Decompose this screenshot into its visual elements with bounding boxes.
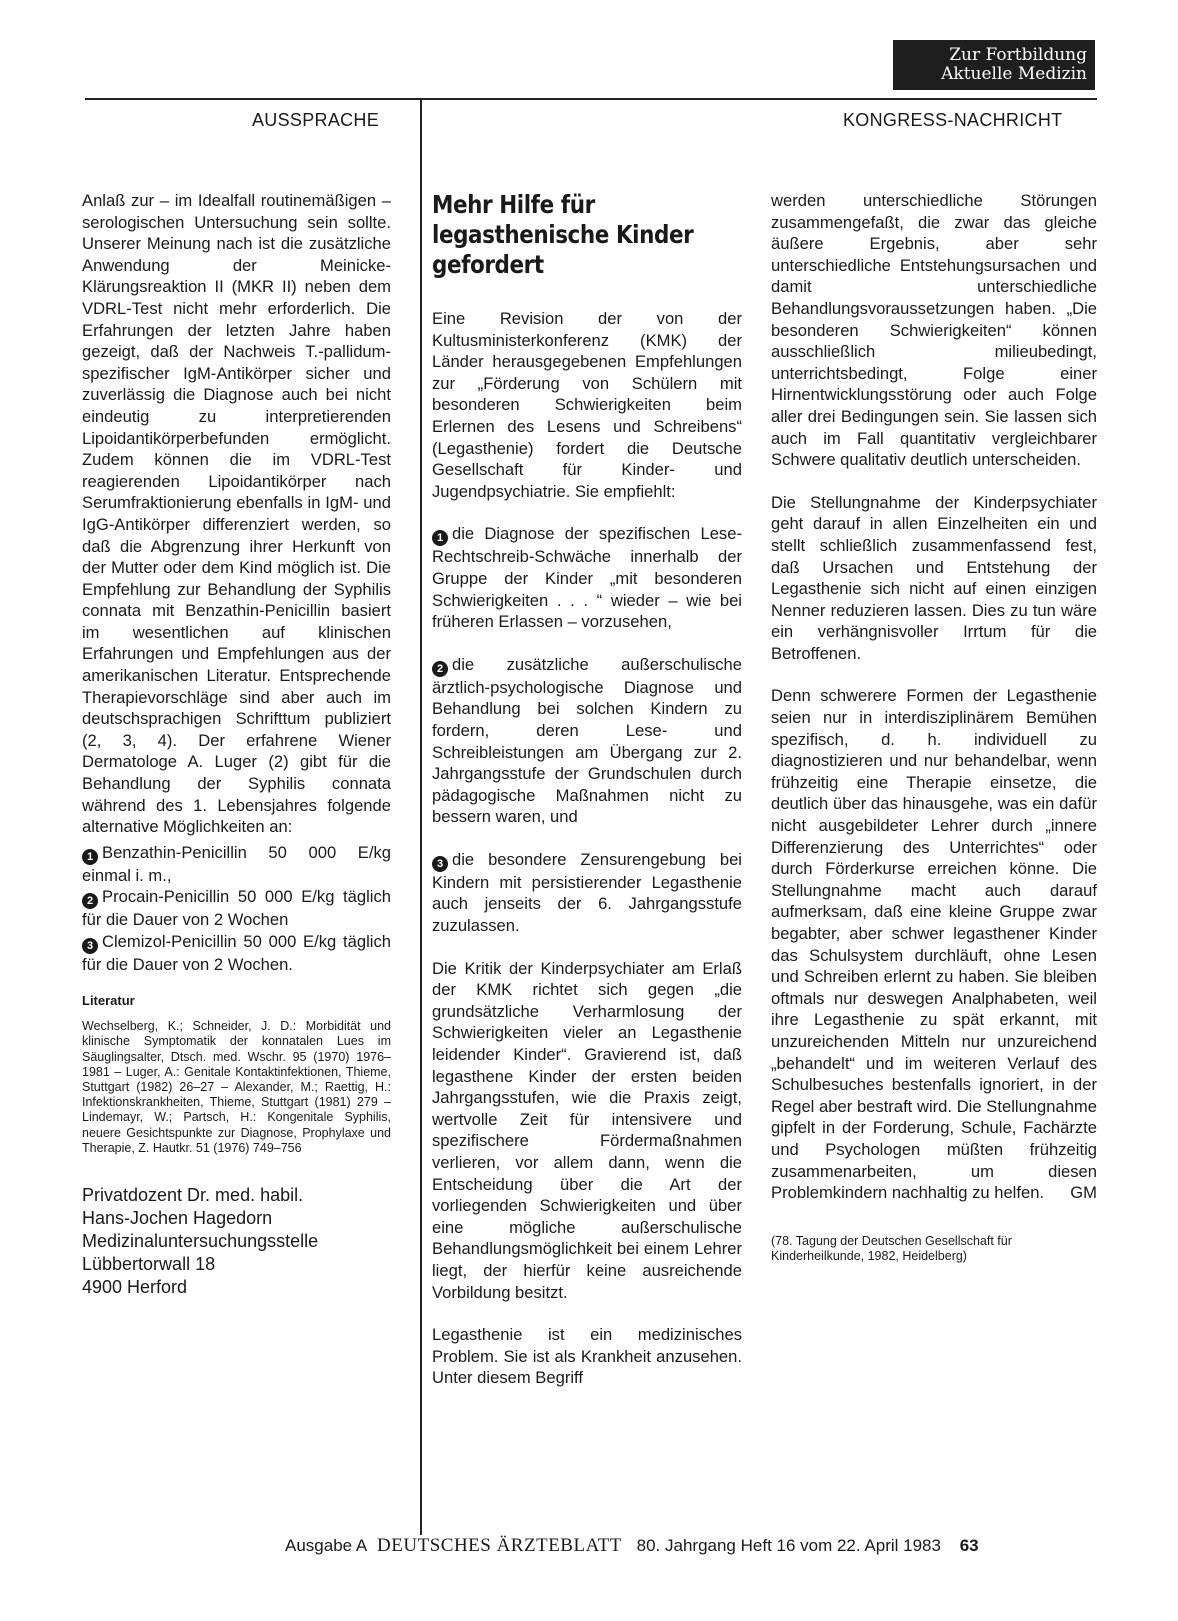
author-address (82, 1184, 391, 1299)
section-title-left: AUSSPRACHE (252, 110, 380, 130)
edition-label: Ausgabe A (285, 1536, 367, 1555)
badge-line-2: Aktuelle Medizin (941, 64, 1087, 84)
list-item-text: die Diagnose der spezifischen Lese-Rechtschreib-Schwäche innerhalb der Gruppe der Kinder „mit besonderen Schwierigkeiten . . . “ wieder – wie bei früheren Erlassen – vorzusehen, (432, 524, 742, 632)
right-paragraph-2: Die Stellungnahme der Kinderpsychiater geht darauf in allen Einzelheiten ein und stellt schließlich zusammenfassend fest, daß Ursachen und Entstehung der Legasthenie sich nicht auf einen einzigen Nenner reduzieren lassen. Dies zu tun wäre ein verhängnisvoller Irrtum für die Betroffenen. (771, 492, 1097, 663)
section-title-right: KONGRESS-NACHRICHT (843, 110, 1063, 130)
address-line: Medizinaluntersuchungsstelle (82, 1231, 319, 1252)
list-item (82, 886, 391, 931)
list-item-text: Procain-Penicillin 50 000 E/kg täglich für die Dauer von 2 Wochen (82, 887, 391, 930)
list-item-text: die besondere Zensurengebung bei Kindern mit persistierender Legasthenie auch jenseits der 6. Jahrgangsstufe zuzulassen. (432, 849, 742, 936)
right-column (771, 190, 1097, 1264)
list-item-text: die zusätzliche außerschulische ärztlich-psychologische Diagnose und Behandlung bei solchen Kindern zu fordern, deren Lese- und Schreibleistungen am Übergang zur 2. Jahrgangsstufe der Grundschulen durch pädagogische Maßnahmen nicht zu bessern waren, und (432, 654, 742, 827)
middle-paragraph-3: Legasthenie ist ein medizinisches Problem. Sie ist als Krankheit anzusehen. Unter diesem Begriff (432, 1325, 742, 1388)
address-line: Lübbertorwall 18 (82, 1254, 216, 1275)
number-1-icon: 1 (82, 849, 98, 865)
number-3-icon: 3 (432, 856, 448, 872)
author-signature: GM (1070, 1183, 1097, 1203)
right-paragraph-3 (771, 685, 1097, 1203)
journal-title: DEUTSCHES ÄRZTEBLATT (377, 1535, 622, 1556)
address-line: Privatdozent Dr. med. habil. (82, 1185, 304, 1206)
right-paragraph-3-text: Denn schwerere Formen der Legasthenie seien nur in interdisziplinärem Bemühen spezifisch, d. h. individuell zu diagnostizieren und nur behandelbar, wenn frühzeitig eine Therapie einsetze, die deutlich über das hinausgehe, was ein dafür nicht ausgebildeter Lehrer durch „innere Differenzierung des Unterrichtes“ oder durch Förderkurse erreichen könne. Die Stellungnahme macht auch darauf aufmerksam, daß eine kleine Gruppe zwar begabter, aber schwer legasthener Kinder das Schulsystem durchläuft, ohne Lesen und Schreiben erlernt zu haben. Sie bleiben oftmals nur deswegen Analphabeten, weil ihre Legasthenie zu spät erkannt, mit unzureichenden Mitteln nur unzureichend „behandelt“ und im weiteren Verlauf des Schulbesuches bestenfalls ignoriert, in der Regel aber bestraft wird. Die Stellungnahme gipfelt in der Forderung, Schule, Fachärzte und Psychologen müßten frühzeitig zusammenarbeiten, um diesen Problemkindern nachhaltig zu helfen. (771, 686, 1097, 1203)
literature-label: Literatur (82, 992, 135, 1008)
list-item (432, 523, 742, 632)
issue-info: 80. Jahrgang Heft 16 vom 22. April 1983 (636, 1536, 941, 1555)
list-item (432, 654, 742, 828)
right-paragraph-1: werden unterschiedliche Störungen zusammengefaßt, die zwar das gleiche äußere Ergebnis, aber sehr unterschiedliche Entstehungsursachen und damit unterschiedliche Behandlungsvoraussetzungen haben. „Die besonderen Schwierigkeiten“ können ausschließlich milieubedingt, unterrichtsbedingt, Folge einer Hirnentwicklungsstörung oder auch Folge aller drei Bedingungen sein. Sie lassen sich auch im Fall quantitativ vergleichbarer Schwere qualitativ deutlich unterscheiden. (771, 191, 1097, 470)
number-1-icon: 1 (432, 530, 448, 546)
address-line: Hans-Jochen Hagedorn (82, 1208, 273, 1229)
page-footer (285, 1535, 979, 1557)
congress-note: (78. Tagung der Deutschen Gesellschaft für Kinderheilkunde, 1982, Heidelberg) (771, 1233, 1012, 1263)
list-item-text: Clemizol-Penicillin 50 000 E/kg täglich für die Dauer von 2 Wochen. (82, 932, 391, 974)
left-column (82, 190, 391, 1299)
number-2-icon: 2 (432, 661, 448, 677)
header-rule (85, 98, 1097, 100)
article-headline: Mehr Hilfe für legasthenische Kinder gefordert (432, 190, 694, 279)
list-item (432, 849, 742, 937)
list-item-text: Benzathin-Penicillin 50 000 E/kg einmal i. m., (82, 842, 391, 885)
middle-paragraph-2: Die Kritik der Kinderpsychiater am Erlaß der KMK richtet sich gegen „die grundsätzliche Verharmlosung der Schwierigkeiten vieler an Legasthenie leidender Kinder“. Gravierend ist, daß legasthene Kinder der ersten beiden Jahrgangsstufen, wie die Praxis zeigt, wertvolle Zeit für intensivere und spezifischere Fördermaßnahmen verlieren, vor allem dann, wenn die Entscheidung über die Art der vorliegenden Schwierigkeiten und über eine mögliche außerschulische Behandlungsmöglichkeit bei einem Lehrer liegt, der hierfür keine ausreichende Vorbildung besitzt. (432, 958, 742, 1302)
column-divider (420, 98, 422, 1535)
badge-line-1: Zur Fortbildung (949, 45, 1087, 65)
address-line: 4900 Herford (82, 1277, 188, 1298)
list-item (82, 931, 391, 976)
middle-column (432, 190, 742, 1389)
literature-references: Wechselberg, K.; Schneider, J. D.: Morbidität und klinische Symptomatik der konnatalen Lues im Säuglingsalter, Dtsch. med. Wschr. 95 (1970) 1976–1981 – Luger, A.: Genitale Kontaktinfektionen, Thieme, Stuttgart (1982) 26–27 – Alexander, M.; Raettig, H.: Infektionskrankheiten, Thieme, Stuttgart (1981) 279 – Lindemayr, W.; Partsch, H.: Kongenitale Syphilis, neuere Gesichtspunkte zur Diagnose, Prophylaxe und Therapie, Z. Hautkr. 51 (1976) 749–756 (82, 1019, 391, 1155)
left-intro-paragraph: Anlaß zur – im Idealfall routinemäßigen – serologischen Untersuchung sein sollte. Unserer Meinung nach ist die zusätzliche Anwendung der Meinicke-Klärungsreaktion II (MKR II) neben dem VDRL-Test nicht mehr erforderlich. Die Erfahrungen der letzten Jahre haben gezeigt, daß der Nachweis T.-pallidum-spezifischer IgM-Antikörper sicher und zuverlässig die Diagnose auch bei nicht eindeutig zu interpretierenden Lipoidantikörperbefunden ermöglicht. Zudem können die im VDRL-Test reagierenden Lipoidantikörper nach Serumfraktionierung ebenfalls in IgM- und IgG-Antikörper differenziert werden, so daß die Abgrenzung ihrer Herkunft von der Mutter oder dem Kind möglich ist. Die Empfehlung zur Behandlung der Syphilis connata mit Benzathin-Penicillin basiert im wesentlichen auf klinischen Erfahrungen und Empfehlungen aus der amerikanischen Literatur. Entsprechende Therapievorschläge sind aber auch im deutschsprachigen Schrifttum publiziert (2, 3, 4). Der erfahrene Wiener Dermatologe A. Luger (2) gibt für die Behandlung der Syphilis connata während des 1. Lebensjahres folgende alternative Möglichkeiten an: (82, 191, 391, 837)
section-badge (893, 40, 1095, 90)
list-item (82, 842, 391, 887)
page-number: 63 (959, 1536, 979, 1555)
middle-paragraph-1: Eine Revision der von der Kultusministerkonferenz (KMK) der Länder herausgegebenen Empfehlungen zur „Förderung von Schülern mit besonderen Schwierigkeiten beim Erlernen des Lesens und Schreibens“ (Legasthenie) fordert die Deutsche Gesellschaft für Kinder- und Jugendpsychiatrie. Sie empfiehlt: (432, 309, 742, 501)
number-3-icon: 3 (82, 938, 98, 954)
number-2-icon: 2 (82, 893, 98, 909)
